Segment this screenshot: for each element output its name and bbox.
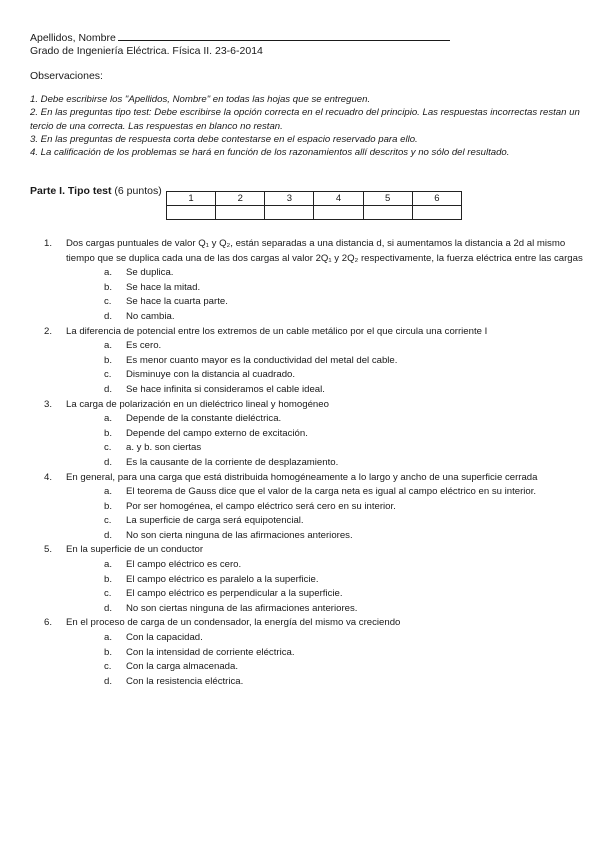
option-letter: b. — [104, 573, 113, 585]
option — [66, 295, 584, 310]
option-letter: d. — [104, 602, 113, 614]
part1-points: (6 puntos) — [114, 185, 162, 197]
option-letter: c. — [104, 296, 112, 308]
option-text: Se hace la mitad. — [126, 281, 201, 293]
question-text: La carga de polarización en un dieléctrico lineal y homogéneo — [66, 398, 329, 410]
option — [66, 558, 584, 573]
option-letter: d. — [104, 383, 113, 395]
option-text: Es menor cuanto mayor es la conductividad del metal del cable. — [126, 354, 398, 366]
observations-list — [30, 93, 590, 159]
option — [66, 485, 584, 500]
option-text: Es cero. — [126, 340, 162, 352]
question-5 — [44, 543, 584, 616]
option — [66, 266, 584, 281]
option-text: El campo eléctrico es paralelo a la superficie. — [126, 573, 319, 585]
option-letter: a. — [104, 559, 113, 571]
question-text: En la superficie de un conductor — [66, 544, 204, 556]
option-text: El campo eléctrico es perpendicular a la superficie. — [126, 588, 343, 600]
option-letter: a. — [104, 632, 113, 644]
option — [66, 427, 584, 442]
option — [66, 675, 584, 690]
option-text: Disminuye con la distancia al cuadrado. — [126, 369, 296, 381]
question-number: 6. — [44, 617, 53, 629]
answer-cell[interactable] — [314, 206, 363, 220]
part1-title — [30, 185, 162, 197]
part1-title-text: Parte I. Tipo test — [30, 185, 112, 197]
option — [66, 500, 584, 515]
option-text: a. y b. son ciertas — [126, 442, 202, 454]
option — [66, 383, 584, 398]
option — [66, 646, 584, 661]
answer-header-cell: 3 — [265, 192, 314, 206]
option-letter: c. — [104, 588, 112, 600]
question-1 — [44, 237, 584, 325]
option-text: La superficie de carga será equipotencial. — [126, 515, 304, 527]
option-text: El teorema de Gauss dice que el valor de la carga neta es igual al campo eléctrico en su interior. — [126, 486, 537, 498]
option-letter: b. — [104, 500, 113, 512]
name-label: Apellidos, Nombre — [30, 32, 116, 44]
option-text: Con la carga almacenada. — [126, 661, 238, 673]
question-3 — [44, 398, 584, 471]
option-letter: c. — [104, 442, 112, 454]
option — [66, 529, 584, 544]
observation-item: 3. En las preguntas de respuesta corta debe contestarse en el espacio reservado para ello. — [30, 133, 418, 145]
answer-header-cell: 6 — [412, 192, 461, 206]
option-letter: b. — [104, 354, 113, 366]
answer-cell[interactable] — [363, 206, 412, 220]
answer-table-input-row — [167, 206, 462, 220]
option-letter: d. — [104, 456, 113, 468]
option — [66, 310, 584, 325]
option — [66, 631, 584, 646]
option-text: El campo eléctrico es cero. — [126, 559, 242, 571]
option-letter: b. — [104, 281, 113, 293]
option — [66, 573, 584, 588]
option-text: No cambia. — [126, 310, 175, 322]
option-text: Con la intensidad de corriente eléctrica. — [126, 646, 295, 658]
observation-item: 1. Debe escribirse los "Apellidos, Nombre" en todas las hojas que se entreguen. — [30, 94, 371, 105]
option-letter: d. — [104, 529, 113, 541]
answer-header-cell: 4 — [314, 192, 363, 206]
answer-header-cell: 2 — [216, 192, 265, 206]
question-6 — [44, 616, 584, 689]
option — [66, 339, 584, 354]
course-line: Grado de Ingeniería Eléctrica. Física II. 23-6-2014 — [30, 45, 263, 57]
option-text: No son cierta ninguna de las afirmaciones anteriores. — [126, 529, 353, 541]
option — [66, 660, 584, 675]
option-text: Depende de la constante dieléctrica. — [126, 413, 282, 425]
question-number: 4. — [44, 471, 53, 483]
option — [66, 602, 584, 617]
option-letter: a. — [104, 267, 113, 279]
option — [66, 354, 584, 369]
option — [66, 587, 584, 602]
answer-cell[interactable] — [167, 206, 216, 220]
option-text: Se duplica. — [126, 267, 174, 279]
option-letter: c. — [104, 661, 112, 673]
answer-table — [166, 191, 462, 220]
question-text: Dos cargas puntuales de valor Q₁ y Q₂, están separadas a una distancia d, si aumentamos la distancia a 2d al mismo tiempo que se duplica cada una de las dos cargas al valor 2Q₁ y 2Q₂ respectivamente, la fuerza eléctrica entre las cargas — [66, 238, 583, 264]
option-text: No son ciertas ninguna de las afirmaciones anteriores. — [126, 602, 358, 614]
answer-table-header-row — [167, 192, 462, 206]
question-text: En general, para una carga que está distribuida homogéneamente a lo largo y ancho de una superficie cerrada — [66, 471, 538, 483]
option-letter: b. — [104, 646, 113, 658]
question-4 — [44, 471, 584, 544]
question-number: 5. — [44, 544, 53, 556]
option — [66, 281, 584, 296]
option-letter: b. — [104, 427, 113, 439]
option — [66, 514, 584, 529]
option-letter: a. — [104, 486, 113, 498]
option — [66, 441, 584, 456]
question-2 — [44, 325, 584, 398]
option-letter: d. — [104, 310, 113, 322]
answer-cell[interactable] — [412, 206, 461, 220]
answer-cell[interactable] — [265, 206, 314, 220]
option-letter: a. — [104, 340, 113, 352]
option-letter: c. — [104, 515, 112, 527]
question-text: La diferencia de potencial entre los extremos de un cable metálico por el que circula una corriente I — [66, 325, 488, 337]
name-line — [30, 30, 450, 45]
observation-item: 4. La calificación de los problemas se hará en función de los razonamientos allí descritos y no sólo del resultado. — [30, 147, 510, 159]
question-number: 3. — [44, 398, 53, 410]
option-letter: d. — [104, 675, 113, 687]
question-text: En el proceso de carga de un condensador, la energía del mismo va creciendo — [66, 617, 401, 629]
question-number: 2. — [44, 325, 53, 337]
option — [66, 412, 584, 427]
option-text: Por ser homogénea, el campo eléctrico será cero en su interior. — [126, 500, 396, 512]
question-number: 1. — [44, 238, 53, 249]
option-letter: c. — [104, 369, 112, 381]
observations-title: Observaciones: — [30, 70, 103, 82]
observation-item: 2. En las preguntas tipo test: Debe escribirse la opción correcta en el recuadro del principio. Las respuestas incorrectas restan un tercio de una correcta. Las respuestas en blanco no restan. — [30, 107, 580, 132]
option-text: Depende del campo externo de excitación. — [126, 427, 308, 439]
option-text: Es la causante de la corriente de desplazamiento. — [126, 456, 339, 468]
option-text: Se hace la cuarta parte. — [126, 296, 228, 308]
answer-cell[interactable] — [216, 206, 265, 220]
option — [66, 456, 584, 471]
option — [66, 368, 584, 383]
answer-header-cell: 5 — [363, 192, 412, 206]
answer-header-cell: 1 — [167, 192, 216, 206]
question-list — [44, 237, 584, 689]
option-text: Se hace infinita si consideramos el cable ideal. — [126, 383, 325, 395]
option-text: Con la resistencia eléctrica. — [126, 675, 244, 687]
name-underline[interactable] — [118, 30, 450, 41]
option-letter: a. — [104, 413, 113, 425]
option-text: Con la capacidad. — [126, 632, 203, 644]
